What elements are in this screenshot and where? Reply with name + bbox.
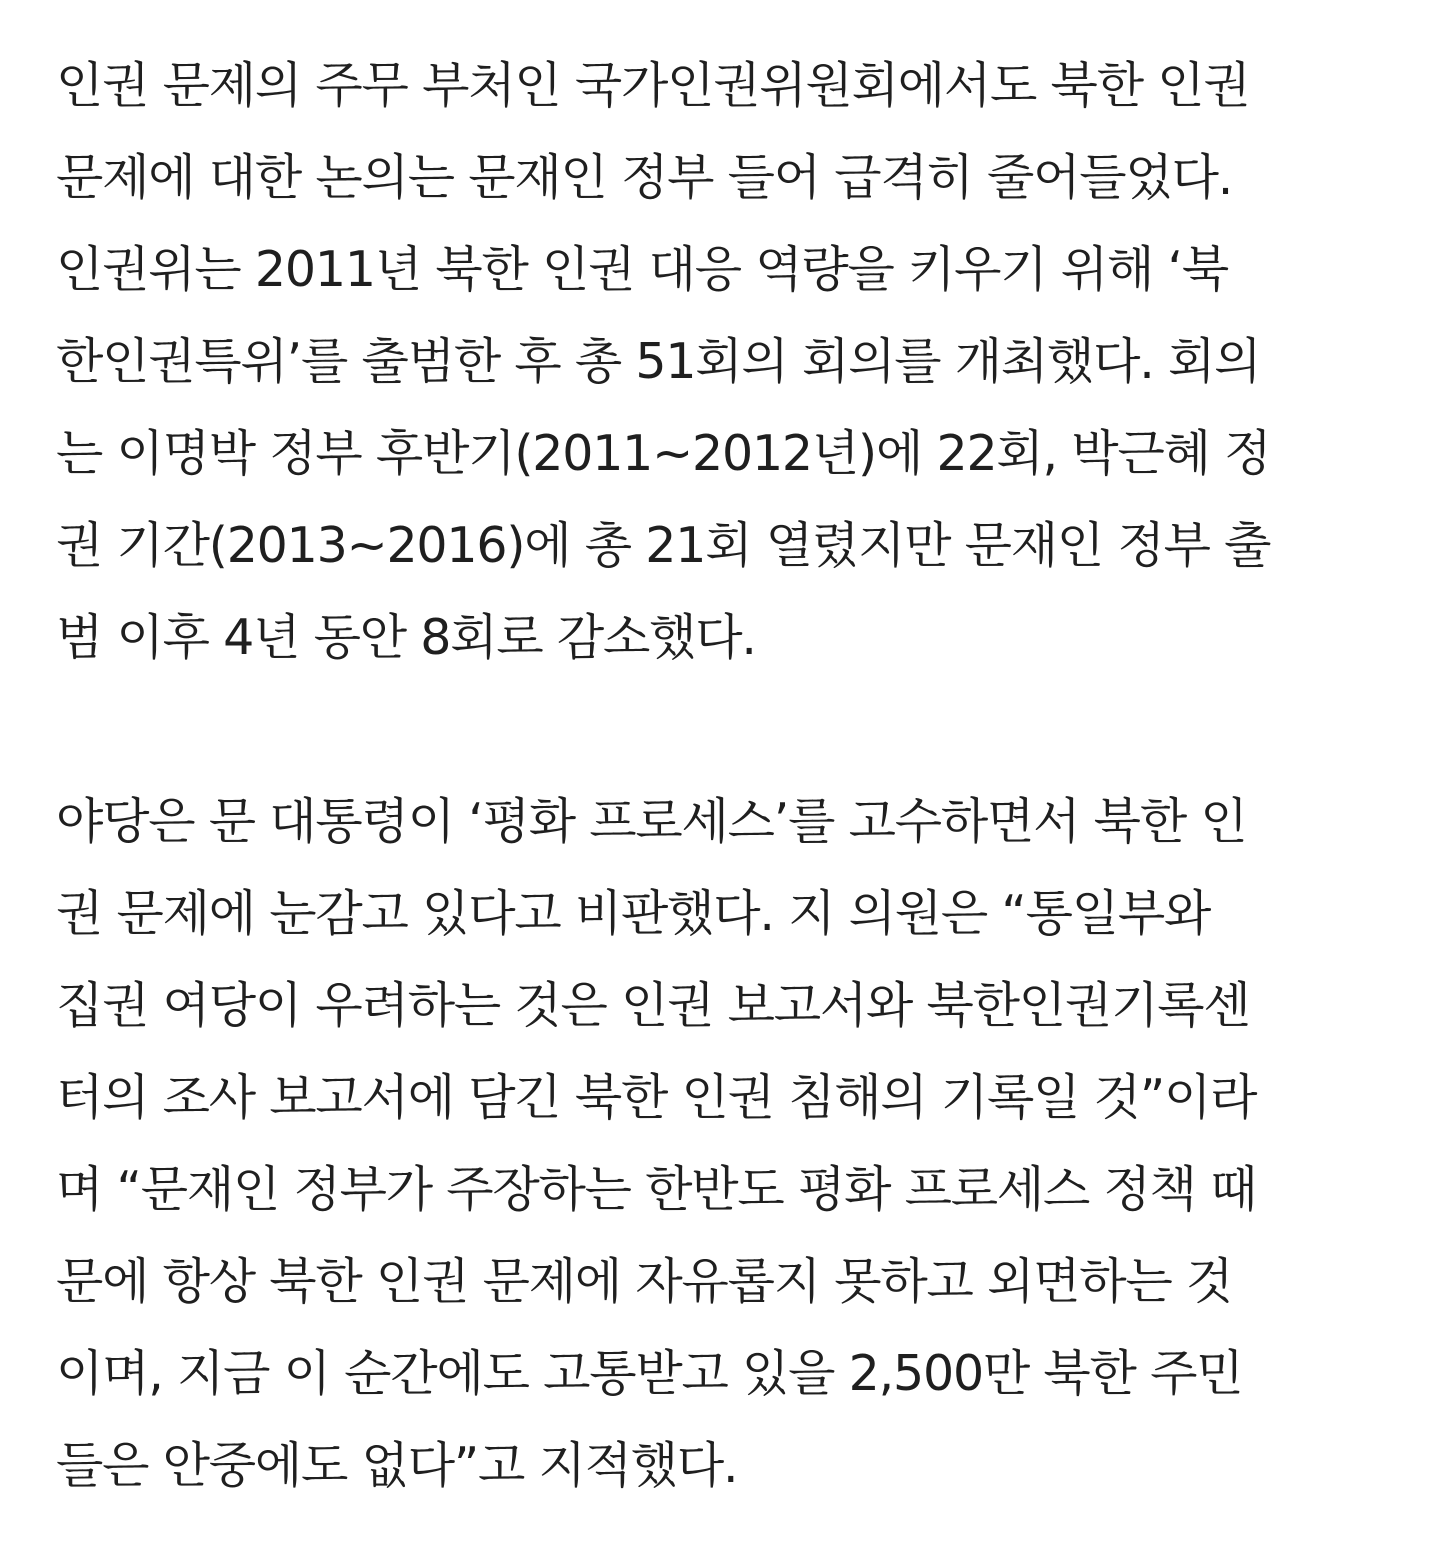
text-line: 며 “문재인 정부가 주장하는 한반도 평화 프로세스 정책 때 <box>56 1161 1257 1218</box>
text-line: 야당은 문 대통령이 ‘평화 프로세스’를 고수하면서 북한 인 <box>56 793 1247 850</box>
text-line: 권 문제에 눈감고 있다고 비판했다. 지 의원은 “통일부와 <box>56 885 1211 942</box>
text-line: 집권 여당이 우려하는 것은 인권 보고서와 북한인권기록센 <box>56 977 1250 1034</box>
text-line: 인권위는 2011년 북한 인권 대응 역량을 키우기 위해 ‘북 <box>56 241 1228 298</box>
article-body <box>56 40 1386 1512</box>
text-line: 터의 조사 보고서에 담긴 북한 인권 침해의 기록일 것”이라 <box>56 1069 1257 1126</box>
text-line: 한인권특위’를 출범한 후 총 51회의 회의를 개최했다. 회의 <box>56 333 1261 390</box>
text-line: 권 기간(2013~2016)에 총 21회 열렸지만 문재인 정부 출 <box>56 517 1271 574</box>
text-line: 이며, 지금 이 순간에도 고통받고 있을 2,500만 북한 주민 <box>56 1345 1243 1402</box>
text-line: 문에 항상 북한 인권 문제에 자유롭지 못하고 외면하는 것 <box>56 1253 1233 1310</box>
text-line: 인권 문제의 주무 부처인 국가인권위원회에서도 북한 인권 <box>56 57 1250 114</box>
text-line: 범 이후 4년 동안 8회로 감소했다. <box>56 609 756 666</box>
text-line: 문제에 대한 논의는 문재인 정부 들어 급격히 줄어들었다. <box>56 149 1233 206</box>
text-line: 들은 안중에도 없다”고 지적했다. <box>56 1437 738 1494</box>
paragraph-1 <box>56 40 1386 684</box>
paragraph-2 <box>56 776 1386 1512</box>
text-line: 는 이명박 정부 후반기(2011~2012년)에 22회, 박근혜 정 <box>56 425 1271 482</box>
paragraph-spacer <box>56 684 1386 776</box>
